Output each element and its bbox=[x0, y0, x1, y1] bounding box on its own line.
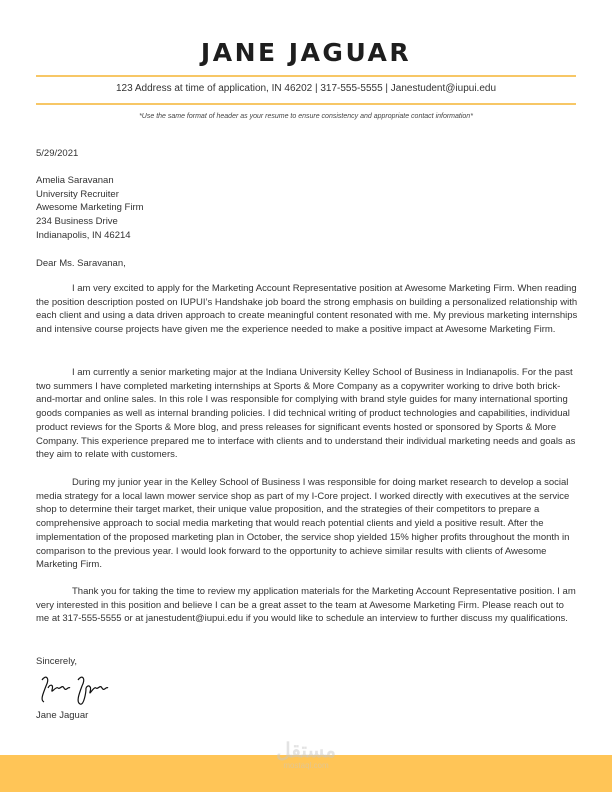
letter-body-3 bbox=[36, 476, 578, 572]
letter-body-4 bbox=[36, 585, 578, 626]
recipient-name: Amelia Saravanan bbox=[36, 175, 114, 186]
letter-body-2 bbox=[36, 366, 578, 462]
recipient-street: 234 Business Drive bbox=[36, 216, 118, 228]
recipient-block bbox=[36, 174, 578, 243]
paragraph-3: During my junior year in the Kelley School of Business I was responsible for doing market research to develop a social media strategy for a local lawn mower service shop as part of my I-Core project. I worked directly with executives at the service shop to determine their target market, their unique value proposition, and the strategies of their competitors to prepare a comprehensive approach to social media marketing that would reach potential clients and yield a positive result. After the implementation of the proposed marketing plan in October, the service shop yielded 15% higher profits throughout the month in comparison to the previous year. I would look forward to the opportunity to achieve similar results with clients of Awesome Marketing Firm. bbox=[36, 477, 570, 571]
recipient-city: Indianapolis, IN 46214 bbox=[36, 229, 131, 241]
letter-date: 5/29/2021 bbox=[36, 148, 79, 159]
salutation: Dear Ms. Saravanan, bbox=[36, 258, 126, 269]
recipient-company: Awesome Marketing Firm bbox=[36, 202, 144, 214]
letter-body bbox=[36, 282, 578, 337]
paragraph-2: I am currently a senior marketing major at the Indiana University Kelley School of Business in Indianapolis. For the past two summers I have completed marketing internships at Sports & More Company as a copywriter working to drive both brick-and-mortar and online sales. In this role I was responsible for complying with brand style guides for many international sporting goods companies as well as internal branding policies. I did technical writing of product technologies and capabilities, individual product reviews for the Sports & More blog, and press releases for significant events hosted or sponsored by Sports & More Company. This experience prepared me to interface with clients and to understand their individual marketing needs and goals as they aim to relate with customers. bbox=[36, 367, 576, 461]
header-note: *Use the same format of header as your resume to ensure consistency and appropriate contact information* bbox=[139, 113, 473, 120]
signer-name: Jane Jaguar bbox=[36, 710, 89, 721]
header-top-rule bbox=[36, 75, 576, 77]
applicant-name-heading: JANE JAGUAR bbox=[200, 38, 412, 67]
paragraph-4: Thank you for taking the time to review my application materials for the Marketing Account Representative position. I am very interested in this position and believe I can be a great asset to the team at Awesome Marketing Firm. Please reach out to me at 317-555-5555 or at janestudent@iupui.edu if you would like to schedule an interview to further discuss my qualifications. bbox=[36, 586, 576, 625]
contact-info: 123 Address at time of application, IN 46202 | 317-555-5555 | Janestudent@iupui.edu bbox=[115, 83, 497, 94]
paragraph-1: I am very excited to apply for the Marketing Account Representative position at Awesome Marketing Firm. When reading the position description posted on IUPUI’s Handshake job board the strong emphasis on building a personalized relationship with each client and using a data driven approach to create meaningful content resonated with me. My previous marketing internships and intensive course projects have given me the experience needed to make a positive impact at Awesome Marketing Firm. bbox=[36, 283, 578, 336]
watermark-arabic: مستقل bbox=[276, 740, 336, 762]
signature-image bbox=[36, 672, 116, 708]
closing: Sincerely, bbox=[36, 656, 78, 667]
header-bottom-rule bbox=[36, 103, 576, 105]
watermark-latin: mostaql.com bbox=[283, 761, 329, 770]
recipient-title: University Recruiter bbox=[36, 188, 119, 200]
watermark bbox=[0, 738, 612, 770]
